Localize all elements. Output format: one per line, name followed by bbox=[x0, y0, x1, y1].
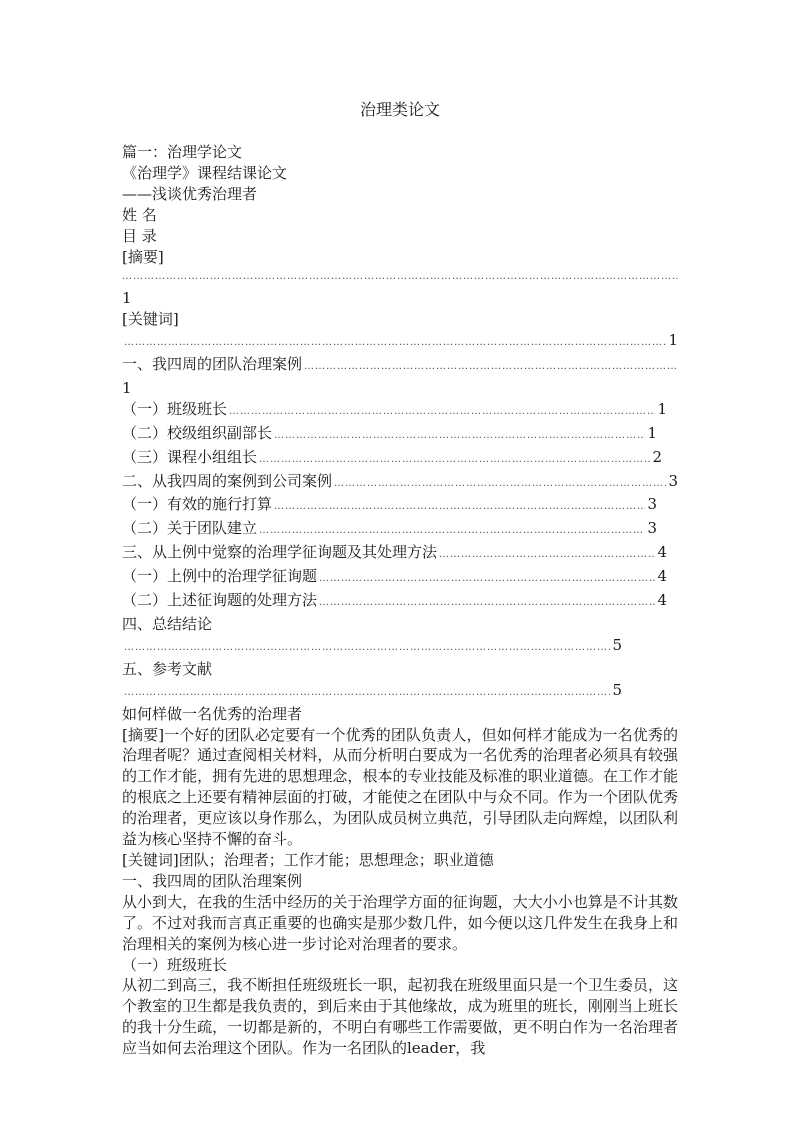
toc-leader-dots bbox=[124, 683, 610, 704]
toc-entry bbox=[122, 566, 667, 590]
toc-leader-dots bbox=[274, 426, 645, 447]
toc-entry-page: 3 bbox=[668, 471, 678, 490]
subsection-heading: （一）班级班长 bbox=[122, 955, 228, 974]
toc-leader-dots bbox=[124, 638, 610, 659]
toc-conclusion-label: 四、总结结论 bbox=[122, 615, 213, 634]
toc-leader-dots bbox=[319, 569, 655, 590]
toc-entry-page: 4 bbox=[657, 543, 667, 562]
toc-entry-page: 3 bbox=[647, 495, 657, 514]
toc-entry-page: 1 bbox=[657, 399, 667, 418]
essay-title: 如何样做一名优秀的治理者 bbox=[122, 704, 303, 723]
toc-leader-dots bbox=[274, 497, 645, 518]
header-line-3: ——浅谈优秀治理者 bbox=[122, 184, 258, 203]
toc-leader-dots bbox=[259, 521, 645, 542]
keywords-line: [关键词]团队；治理者；工作才能；思想理念；职业道德 bbox=[122, 850, 494, 869]
header-line-1: 篇一：治理学论文 bbox=[122, 143, 243, 161]
toc-keywords-leader bbox=[122, 330, 678, 354]
author-name-label: 姓 名 bbox=[122, 205, 157, 224]
toc-leader-dots bbox=[319, 593, 655, 614]
toc-leader-dots bbox=[334, 474, 666, 495]
section-heading: 一、我四周的团队治理案例 bbox=[122, 871, 303, 890]
document-content bbox=[122, 142, 678, 1059]
toc-entry-page: 4 bbox=[657, 591, 667, 610]
header-line-2: 《治理学》课程结课论文 bbox=[122, 163, 288, 182]
toc-entry bbox=[122, 494, 657, 518]
toc-entry-page: 3 bbox=[647, 519, 657, 538]
toc-entry-label: （一）班级班长 bbox=[122, 399, 228, 418]
toc-leader-dots bbox=[304, 357, 676, 378]
toc-leader-dots bbox=[229, 402, 655, 423]
toc-entry bbox=[122, 590, 667, 614]
toc-entry-page: 4 bbox=[657, 567, 667, 586]
toc-entry-label: 三、从上例中觉察的治理学征询题及其处理方法 bbox=[122, 543, 438, 562]
toc-entry-label: （一）上例中的治理学征询题 bbox=[122, 567, 318, 586]
toc-entry-page: 1 bbox=[647, 423, 657, 442]
toc-entry-label: （二）关于团队建立 bbox=[122, 519, 258, 538]
toc-entry-label: （二）校级组织副部长 bbox=[122, 423, 273, 442]
toc-keywords-label: [关键词] bbox=[122, 310, 179, 329]
body-paragraph: 从初二到高三，我不断担任班级班长一职，起初我在班级里面只是一个卫生委员，这个教室的卫生都是我负责的，到后来由于其他缘故，成为班里的班长，刚刚当上班长的我十分生疏，一切都是新的，不明白有哪些工作需要做，更不明白作为一名治理者应当如何去治理这个团队。作为一名团队的leader，我 bbox=[122, 976, 678, 1058]
toc-entry-label: 一、我四周的团队治理案例 bbox=[122, 355, 303, 374]
toc-abstract-page: 1 bbox=[122, 289, 132, 308]
toc-heading: 目 录 bbox=[122, 226, 157, 245]
toc-entry-label: （一）有效的施行打算 bbox=[122, 495, 273, 514]
toc-leader-dots bbox=[122, 267, 678, 288]
toc-conclusion-page: 5 bbox=[612, 635, 622, 654]
toc-entry-page: 2 bbox=[652, 447, 662, 466]
body-paragraph: 从小到大，在我的生活中经历的关于治理学方面的征询题，大大小小也算是不计其数了。不过对我而言真正重要的也确实是那少数几件，如今便以这几件发生在我身上和治理相关的案例为核心进一步讨论对治理者的要求。 bbox=[122, 892, 678, 953]
toc-references-page: 5 bbox=[612, 680, 622, 699]
toc-references-label: 五、参考文献 bbox=[122, 659, 213, 678]
toc-entry-label: （二）上述征询题的处理方法 bbox=[122, 591, 318, 610]
toc-conclusion-leader bbox=[122, 635, 622, 659]
toc-entry-page: 1 bbox=[122, 378, 132, 397]
toc-entry-label: 二、从我四周的案例到公司案例 bbox=[122, 471, 333, 490]
toc-entry bbox=[122, 354, 678, 378]
abstract-paragraph: [摘要]一个好的团队必定要有一个优秀的团队负责人，但如何样才能成为一名优秀的治理者呢？通过查阅相关材料，从而分析明白要成为一名优秀的治理者必须具有较强的工作才能，拥有先进的思想理念，根本的专业技能及标准的职业道德。在工作才能的根底之上还要有精神层面的打破，才能使之在团队中与众不同。作为一个团队优秀的治理者，更应该以身作那么，为团队成员树立典范，引导团队走向辉煌，以团队利益为核心坚持不懈的奋斗。 bbox=[122, 725, 678, 849]
toc-references-leader bbox=[122, 680, 622, 704]
toc-leader-dots bbox=[124, 333, 666, 354]
toc-leader-dots bbox=[259, 450, 650, 471]
toc-entry-label: （三）课程小组组长 bbox=[122, 447, 258, 466]
toc-entry bbox=[122, 399, 667, 423]
toc-keywords-page: 1 bbox=[668, 331, 678, 350]
toc-leader-dots bbox=[439, 545, 655, 566]
document-title: 治理类论文 bbox=[359, 100, 440, 119]
toc-entry bbox=[122, 447, 662, 471]
toc-entry bbox=[122, 542, 667, 566]
toc-entry bbox=[122, 423, 657, 447]
toc-entry bbox=[122, 471, 678, 495]
toc-abstract-label: [摘要] bbox=[122, 247, 164, 266]
toc-entry bbox=[122, 518, 657, 542]
